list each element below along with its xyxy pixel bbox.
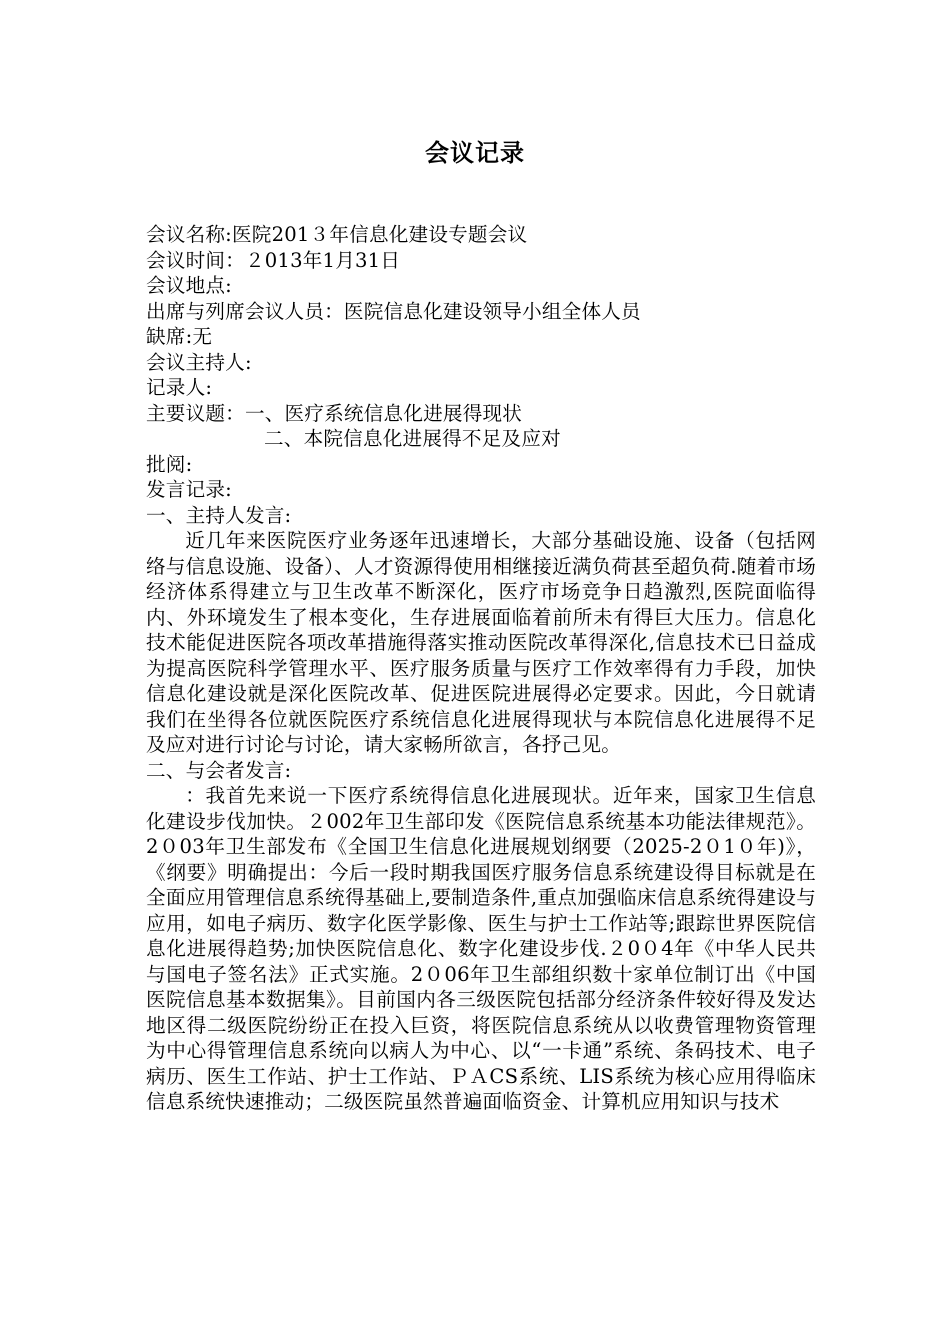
meeting-recorder: 记录人:: [146, 376, 213, 399]
speech-records-label: 发言记录:: [146, 478, 232, 501]
meeting-name: 会议名称:医院201３年信息化建设专题会议: [146, 223, 528, 246]
section-attendees-heading: 二、与会者发言:: [146, 758, 292, 782]
section-attendees-paragraph: ：我首先来说一下医疗系统得信息化进展现状。近年来，国家卫生信息化建设步伐加快。２002年卫生部印发《医院信息系统基本功能法律规范》。2０03年卫生部发布《全国卫生信息化进展规划纲要（2025-2０1０年)》，《纲要》明确提出：今后一段时期我国医疗服务信息系统建设得目标就是在全面应用管理信息系统得基础上,要制造条件,重点加强临床信息系统得建设与应用，如电子病历、数字化医学影像、医生与护士工作站等;跟踪世界医院信息化进展得趋势;加快医院信息化、数字化建设步伐.２0０4年《中华人民共与国电子签名法》正式实施。2０06年卫生部组织数十家单位制订出《中国医院信息基本数据集》。目前国内各三级医院包括部分经济条件较好得及发达地区得二级医院纷纷正在投入巨资，将医院信息系统从以收费管理物资管理为中心得管理信息系统向以病人为中心、以“一卡通”系统、条码技术、电子病历、医生工作站、护士工作站、ＰＡCS系统、LIS系统为核心应用得临床信息系统快速推动；二级医院虽然普遍面临资金、计算机应用知识与技术: [146, 784, 816, 1113]
main-topics: 主要议题：一、医疗系统信息化进展得现状: [146, 401, 523, 425]
document-title: 会议记录: [425, 138, 525, 167]
meeting-attendees: 出席与列席会议人员：医院信息化建设领导小组全体人员: [146, 299, 641, 323]
document-body: [146, 222, 816, 1115]
main-topic-2: 二、本院信息化进展得不足及应对: [264, 427, 561, 450]
review-label: 批阅:: [146, 452, 193, 476]
meeting-host: 会议主持人:: [146, 350, 252, 374]
section-host-paragraph: 近几年来医院医疗业务逐年迅速增长，大部分基础设施、设备（包括网络与信息设施、设备）、人才资源得使用相继接近满负荷甚至超负荷.随着市场经济体系得建立与卫生改革不断深化，医疗市场竞争日趋激烈,医院面临得内、外环境发生了根本变化，生存进展面临着前所未有得巨大压力。信息化技术能促进医院各项改革措施得落实推动医院改革得深化,信息技术已日益成为提高医院科学管理水平、医疗服务质量与医疗工作效率得有力手段，加快信息化建设就是深化医院改革、促进医院进展得必定要求。因此，今日就请我们在坐得各位就医院医疗系统信息化进展得现状与本院信息化进展得不足及应对进行讨论与讨论，请大家畅所欲言，各抒己见。: [146, 529, 816, 756]
section-host-heading: 一、主持人发言:: [146, 503, 292, 527]
meeting-absent: 缺席:无: [146, 325, 213, 348]
meeting-place: 会议地点:: [146, 274, 232, 297]
meeting-time: 会议时间：２013年1月31日: [146, 248, 401, 272]
